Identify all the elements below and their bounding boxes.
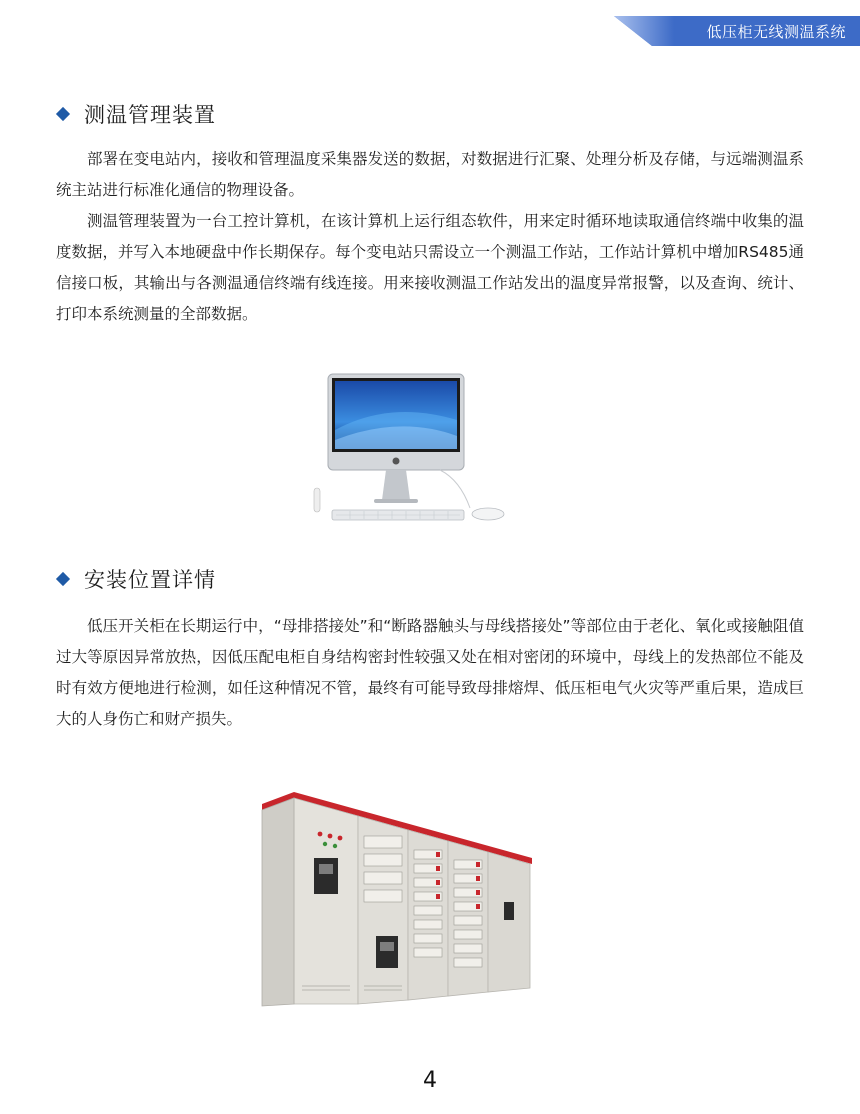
section-heading-install-location [56,563,216,595]
section-title: 安装位置详情 [84,568,216,592]
page-number: 4 [423,1068,437,1093]
paragraph: 低压开关柜在长期运行中，“母排搭接处”和“断路器触头与母线搭接处”等部位由于老化、氧化或接触阻值过大等原因异常放热，因低压配电柜自身结构密封性较强又处在相对密闭的环境中，母线上的发热部位不能及时有效方便地进行检测，如任这种情况不管，最终有可能导致母排熔焊、低压柜电气火灾等严重后果，造成巨大的人身伤亡和财产损失。 [56,617,804,728]
diamond-bullet-icon [56,107,70,121]
diamond-bullet-icon [56,572,70,586]
section-body-management-device [56,144,804,330]
section-title: 测温管理装置 [84,103,216,127]
section-body-install-location [56,611,804,735]
desktop-computer-icon [300,370,530,530]
section-heading-management-device [56,98,216,130]
paragraph: 测温管理装置为一台工控计算机，在该计算机上运行组态软件，用来定时循环地读取通信终端中收集的温度数据，并写入本地硬盘中作长期保存。每个变电站只需设立一个测温工作站，工作站计算机中增加RS485通信接口板，其输出与各测温通信终端有线连接。用来接收测温工作站发出的温度异常报警，以及查询、统计、打印本系统测量的全部数据。 [56,212,804,323]
header-title: 低压柜无线测温系统 [706,23,846,41]
switchgear-cabinet-icon [258,790,534,1008]
paragraph: 部署在变电站内，接收和管理温度采集器发送的数据，对数据进行汇聚、处理分析及存储，与远端测温系统主站进行标准化通信的物理设备。 [56,150,804,199]
